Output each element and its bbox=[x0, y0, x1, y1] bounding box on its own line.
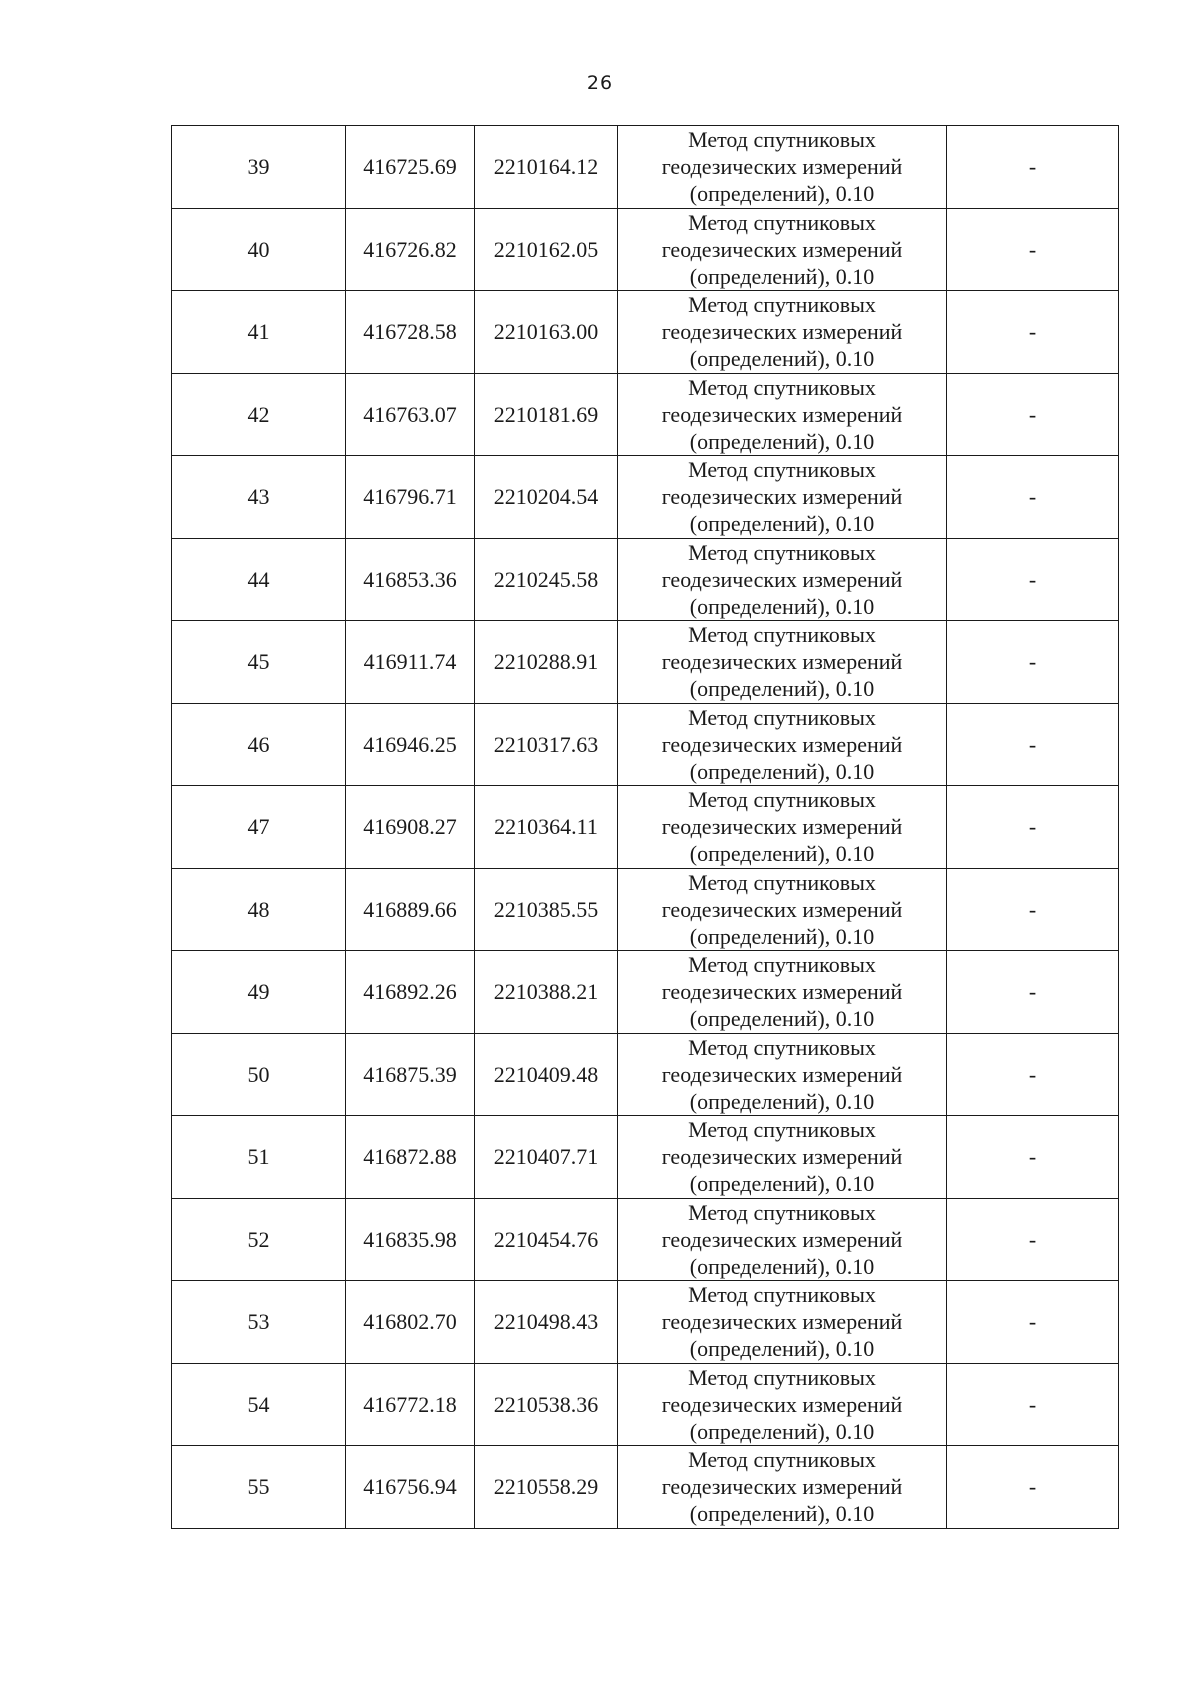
x-coordinate-cell bbox=[346, 1198, 475, 1281]
note: - bbox=[1028, 1144, 1037, 1170]
x-coordinate-cell bbox=[346, 1281, 475, 1364]
x-coordinate-cell bbox=[346, 868, 475, 951]
method-line: (определений), 0.10 bbox=[689, 923, 875, 949]
method-line: (определений), 0.10 bbox=[689, 428, 875, 454]
y-coordinate-cell bbox=[475, 621, 618, 704]
method-cell bbox=[618, 1198, 947, 1281]
point-number-cell bbox=[172, 1363, 346, 1446]
method-line: (определений), 0.10 bbox=[689, 841, 875, 867]
method-line: Метод спутниковых bbox=[688, 622, 876, 648]
note: - bbox=[1028, 236, 1037, 262]
table-row bbox=[172, 868, 1119, 951]
point-number-cell bbox=[172, 868, 346, 951]
method-line: геодезических измерений bbox=[661, 1061, 903, 1087]
x-coordinate-cell bbox=[346, 1033, 475, 1116]
note: - bbox=[1028, 484, 1037, 510]
method-line: геодезических измерений bbox=[661, 1226, 903, 1252]
method-line: (определений), 0.10 bbox=[689, 511, 875, 537]
y-coordinate-cell bbox=[475, 291, 618, 374]
table-row bbox=[172, 1363, 1119, 1446]
point-number: 49 bbox=[247, 979, 270, 1005]
method-cell bbox=[618, 373, 947, 456]
note-cell bbox=[947, 1363, 1119, 1446]
y-coordinate: 2210245.58 bbox=[493, 566, 599, 592]
note: - bbox=[1028, 1226, 1037, 1252]
method-line: Метод спутниковых bbox=[688, 292, 876, 318]
method-line: (определений), 0.10 bbox=[689, 1336, 875, 1362]
y-coordinate: 2210388.21 bbox=[493, 979, 599, 1005]
point-number-cell bbox=[172, 456, 346, 539]
method-cell bbox=[618, 1281, 947, 1364]
y-coordinate: 2210558.29 bbox=[493, 1474, 599, 1500]
note: - bbox=[1028, 979, 1037, 1005]
note-cell bbox=[947, 951, 1119, 1034]
note: - bbox=[1028, 401, 1037, 427]
note: - bbox=[1028, 1309, 1037, 1335]
note: - bbox=[1028, 814, 1037, 840]
method-line: (определений), 0.10 bbox=[689, 346, 875, 372]
method-line: геодезических измерений bbox=[661, 979, 903, 1005]
y-coordinate-cell bbox=[475, 1363, 618, 1446]
method-line: Метод спутниковых bbox=[688, 1034, 876, 1060]
table-row bbox=[172, 291, 1119, 374]
method-cell bbox=[618, 456, 947, 539]
note-cell bbox=[947, 1116, 1119, 1199]
x-coordinate-cell bbox=[346, 373, 475, 456]
x-coordinate-cell bbox=[346, 786, 475, 869]
note: - bbox=[1028, 1061, 1037, 1087]
method-cell bbox=[618, 1116, 947, 1199]
method-line: (определений), 0.10 bbox=[689, 676, 875, 702]
table-row bbox=[172, 126, 1119, 209]
table-row bbox=[172, 703, 1119, 786]
x-coordinate-cell bbox=[346, 621, 475, 704]
method-line: (определений), 0.10 bbox=[689, 181, 875, 207]
point-number: 39 bbox=[247, 154, 270, 180]
method-line: геодезических измерений bbox=[661, 401, 903, 427]
note-cell bbox=[947, 703, 1119, 786]
note: - bbox=[1028, 566, 1037, 592]
x-coordinate: 416796.71 bbox=[363, 484, 457, 510]
note: - bbox=[1028, 154, 1037, 180]
y-coordinate: 2210317.63 bbox=[493, 731, 599, 757]
table-row bbox=[172, 786, 1119, 869]
method-cell bbox=[618, 868, 947, 951]
table-row bbox=[172, 1198, 1119, 1281]
method-cell bbox=[618, 786, 947, 869]
method-line: Метод спутниковых bbox=[688, 1282, 876, 1308]
y-coordinate: 2210538.36 bbox=[493, 1391, 599, 1417]
x-coordinate: 416725.69 bbox=[363, 154, 457, 180]
method-line: геодезических измерений bbox=[661, 484, 903, 510]
point-number-cell bbox=[172, 786, 346, 869]
x-coordinate: 416872.88 bbox=[363, 1144, 457, 1170]
x-coordinate: 416835.98 bbox=[363, 1226, 457, 1252]
method-cell bbox=[618, 538, 947, 621]
y-coordinate: 2210164.12 bbox=[493, 154, 599, 180]
y-coordinate-cell bbox=[475, 1281, 618, 1364]
x-coordinate-cell bbox=[346, 456, 475, 539]
method-line: Метод спутниковых bbox=[688, 952, 876, 978]
y-coordinate: 2210498.43 bbox=[493, 1309, 599, 1335]
method-line: (определений), 0.10 bbox=[689, 1088, 875, 1114]
point-number-cell bbox=[172, 951, 346, 1034]
point-number-cell bbox=[172, 291, 346, 374]
method-line: Метод спутниковых bbox=[688, 869, 876, 895]
method-line: Метод спутниковых bbox=[688, 1447, 876, 1473]
point-number: 55 bbox=[247, 1474, 270, 1500]
method-cell bbox=[618, 1363, 947, 1446]
point-number: 44 bbox=[247, 566, 270, 592]
y-coordinate-cell bbox=[475, 538, 618, 621]
y-coordinate-cell bbox=[475, 208, 618, 291]
method-line: геодезических измерений bbox=[661, 1391, 903, 1417]
point-number-cell bbox=[172, 1198, 346, 1281]
x-coordinate-cell bbox=[346, 951, 475, 1034]
note-cell bbox=[947, 1281, 1119, 1364]
table-row bbox=[172, 951, 1119, 1034]
y-coordinate: 2210204.54 bbox=[493, 484, 599, 510]
method-cell bbox=[618, 291, 947, 374]
method-line: (определений), 0.10 bbox=[689, 758, 875, 784]
y-coordinate: 2210454.76 bbox=[493, 1226, 599, 1252]
x-coordinate-cell bbox=[346, 1116, 475, 1199]
note: - bbox=[1028, 1474, 1037, 1500]
method-line: Метод спутниковых bbox=[688, 787, 876, 813]
note-cell bbox=[947, 456, 1119, 539]
point-number-cell bbox=[172, 1446, 346, 1529]
note-cell bbox=[947, 868, 1119, 951]
point-number-cell bbox=[172, 538, 346, 621]
x-coordinate: 416908.27 bbox=[363, 814, 457, 840]
method-line: (определений), 0.10 bbox=[689, 1006, 875, 1032]
y-coordinate-cell bbox=[475, 1198, 618, 1281]
point-number: 47 bbox=[247, 814, 270, 840]
y-coordinate-cell bbox=[475, 703, 618, 786]
y-coordinate: 2210163.00 bbox=[493, 319, 599, 345]
note: - bbox=[1028, 731, 1037, 757]
y-coordinate: 2210181.69 bbox=[493, 401, 599, 427]
point-number: 41 bbox=[247, 319, 270, 345]
point-number: 46 bbox=[247, 731, 270, 757]
note: - bbox=[1028, 1391, 1037, 1417]
note-cell bbox=[947, 538, 1119, 621]
method-line: Метод спутниковых bbox=[688, 127, 876, 153]
method-line: геодезических измерений bbox=[661, 566, 903, 592]
method-line: Метод спутниковых bbox=[688, 457, 876, 483]
point-number: 40 bbox=[247, 236, 270, 262]
point-number: 43 bbox=[247, 484, 270, 510]
point-number: 48 bbox=[247, 896, 270, 922]
point-number: 52 bbox=[247, 1226, 270, 1252]
method-cell bbox=[618, 703, 947, 786]
method-line: Метод спутниковых bbox=[688, 374, 876, 400]
table-row bbox=[172, 1446, 1119, 1529]
note-cell bbox=[947, 621, 1119, 704]
x-coordinate: 416892.26 bbox=[363, 979, 457, 1005]
method-line: геодезических измерений bbox=[661, 319, 903, 345]
x-coordinate-cell bbox=[346, 208, 475, 291]
method-line: геодезических измерений bbox=[661, 896, 903, 922]
method-cell bbox=[618, 1446, 947, 1529]
x-coordinate-cell bbox=[346, 538, 475, 621]
y-coordinate: 2210162.05 bbox=[493, 236, 599, 262]
note-cell bbox=[947, 1033, 1119, 1116]
table-row bbox=[172, 621, 1119, 704]
point-number-cell bbox=[172, 208, 346, 291]
y-coordinate: 2210407.71 bbox=[493, 1144, 599, 1170]
y-coordinate-cell bbox=[475, 786, 618, 869]
method-line: (определений), 0.10 bbox=[689, 1418, 875, 1444]
method-line: геодезических измерений bbox=[661, 1309, 903, 1335]
x-coordinate: 416946.25 bbox=[363, 731, 457, 757]
coordinates-table-body bbox=[172, 126, 1119, 1529]
point-number-cell bbox=[172, 126, 346, 209]
method-line: (определений), 0.10 bbox=[689, 263, 875, 289]
x-coordinate: 416728.58 bbox=[363, 319, 457, 345]
method-line: геодезических измерений bbox=[661, 154, 903, 180]
method-line: (определений), 0.10 bbox=[689, 1171, 875, 1197]
x-coordinate: 416802.70 bbox=[363, 1309, 457, 1335]
x-coordinate-cell bbox=[346, 1363, 475, 1446]
y-coordinate-cell bbox=[475, 868, 618, 951]
method-line: геодезических измерений bbox=[661, 1144, 903, 1170]
y-coordinate: 2210409.48 bbox=[493, 1061, 599, 1087]
method-line: геодезических измерений bbox=[661, 731, 903, 757]
note-cell bbox=[947, 1198, 1119, 1281]
method-cell bbox=[618, 208, 947, 291]
y-coordinate-cell bbox=[475, 456, 618, 539]
table-row bbox=[172, 538, 1119, 621]
method-line: геодезических измерений bbox=[661, 1474, 903, 1500]
note: - bbox=[1028, 319, 1037, 345]
x-coordinate: 416889.66 bbox=[363, 896, 457, 922]
point-number-cell bbox=[172, 1281, 346, 1364]
x-coordinate-cell bbox=[346, 1446, 475, 1529]
point-number: 45 bbox=[247, 649, 270, 675]
point-number: 54 bbox=[247, 1391, 270, 1417]
method-cell bbox=[618, 621, 947, 704]
point-number: 53 bbox=[247, 1309, 270, 1335]
y-coordinate-cell bbox=[475, 951, 618, 1034]
method-cell bbox=[618, 951, 947, 1034]
coordinates-table bbox=[171, 125, 1119, 1529]
page-number: 26 bbox=[586, 72, 614, 94]
method-line: геодезических измерений bbox=[661, 814, 903, 840]
x-coordinate: 416853.36 bbox=[363, 566, 457, 592]
note: - bbox=[1028, 649, 1037, 675]
method-line: Метод спутниковых bbox=[688, 704, 876, 730]
method-line: (определений), 0.10 bbox=[689, 1501, 875, 1527]
x-coordinate: 416875.39 bbox=[363, 1061, 457, 1087]
y-coordinate-cell bbox=[475, 1116, 618, 1199]
x-coordinate: 416756.94 bbox=[363, 1474, 457, 1500]
x-coordinate-cell bbox=[346, 291, 475, 374]
table-row bbox=[172, 373, 1119, 456]
point-number: 42 bbox=[247, 401, 270, 427]
method-line: Метод спутниковых bbox=[688, 539, 876, 565]
note-cell bbox=[947, 126, 1119, 209]
method-line: (определений), 0.10 bbox=[689, 1253, 875, 1279]
y-coordinate: 2210364.11 bbox=[494, 814, 598, 840]
point-number-cell bbox=[172, 621, 346, 704]
point-number-cell bbox=[172, 703, 346, 786]
method-line: геодезических измерений bbox=[661, 649, 903, 675]
y-coordinate-cell bbox=[475, 126, 618, 209]
x-coordinate: 416726.82 bbox=[363, 236, 457, 262]
x-coordinate: 416763.07 bbox=[363, 401, 457, 427]
point-number: 51 bbox=[247, 1144, 270, 1170]
y-coordinate: 2210385.55 bbox=[493, 896, 599, 922]
x-coordinate: 416772.18 bbox=[363, 1391, 457, 1417]
point-number-cell bbox=[172, 373, 346, 456]
table-row bbox=[172, 208, 1119, 291]
method-line: (определений), 0.10 bbox=[689, 593, 875, 619]
method-line: Метод спутниковых bbox=[688, 209, 876, 235]
table-row bbox=[172, 1033, 1119, 1116]
table-row bbox=[172, 1281, 1119, 1364]
method-line: Метод спутниковых bbox=[688, 1117, 876, 1143]
y-coordinate-cell bbox=[475, 1033, 618, 1116]
note-cell bbox=[947, 373, 1119, 456]
x-coordinate-cell bbox=[346, 703, 475, 786]
point-number: 50 bbox=[247, 1061, 270, 1087]
method-cell bbox=[618, 126, 947, 209]
note: - bbox=[1028, 896, 1037, 922]
x-coordinate: 416911.74 bbox=[363, 649, 457, 675]
y-coordinate-cell bbox=[475, 1446, 618, 1529]
method-line: Метод спутниковых bbox=[688, 1199, 876, 1225]
note-cell bbox=[947, 291, 1119, 374]
note-cell bbox=[947, 786, 1119, 869]
method-cell bbox=[618, 1033, 947, 1116]
y-coordinate: 2210288.91 bbox=[493, 649, 599, 675]
note-cell bbox=[947, 208, 1119, 291]
x-coordinate-cell bbox=[346, 126, 475, 209]
table-row bbox=[172, 456, 1119, 539]
method-line: геодезических измерений bbox=[661, 236, 903, 262]
note-cell bbox=[947, 1446, 1119, 1529]
point-number-cell bbox=[172, 1033, 346, 1116]
point-number-cell bbox=[172, 1116, 346, 1199]
table-row bbox=[172, 1116, 1119, 1199]
method-line: Метод спутниковых bbox=[688, 1364, 876, 1390]
y-coordinate-cell bbox=[475, 373, 618, 456]
